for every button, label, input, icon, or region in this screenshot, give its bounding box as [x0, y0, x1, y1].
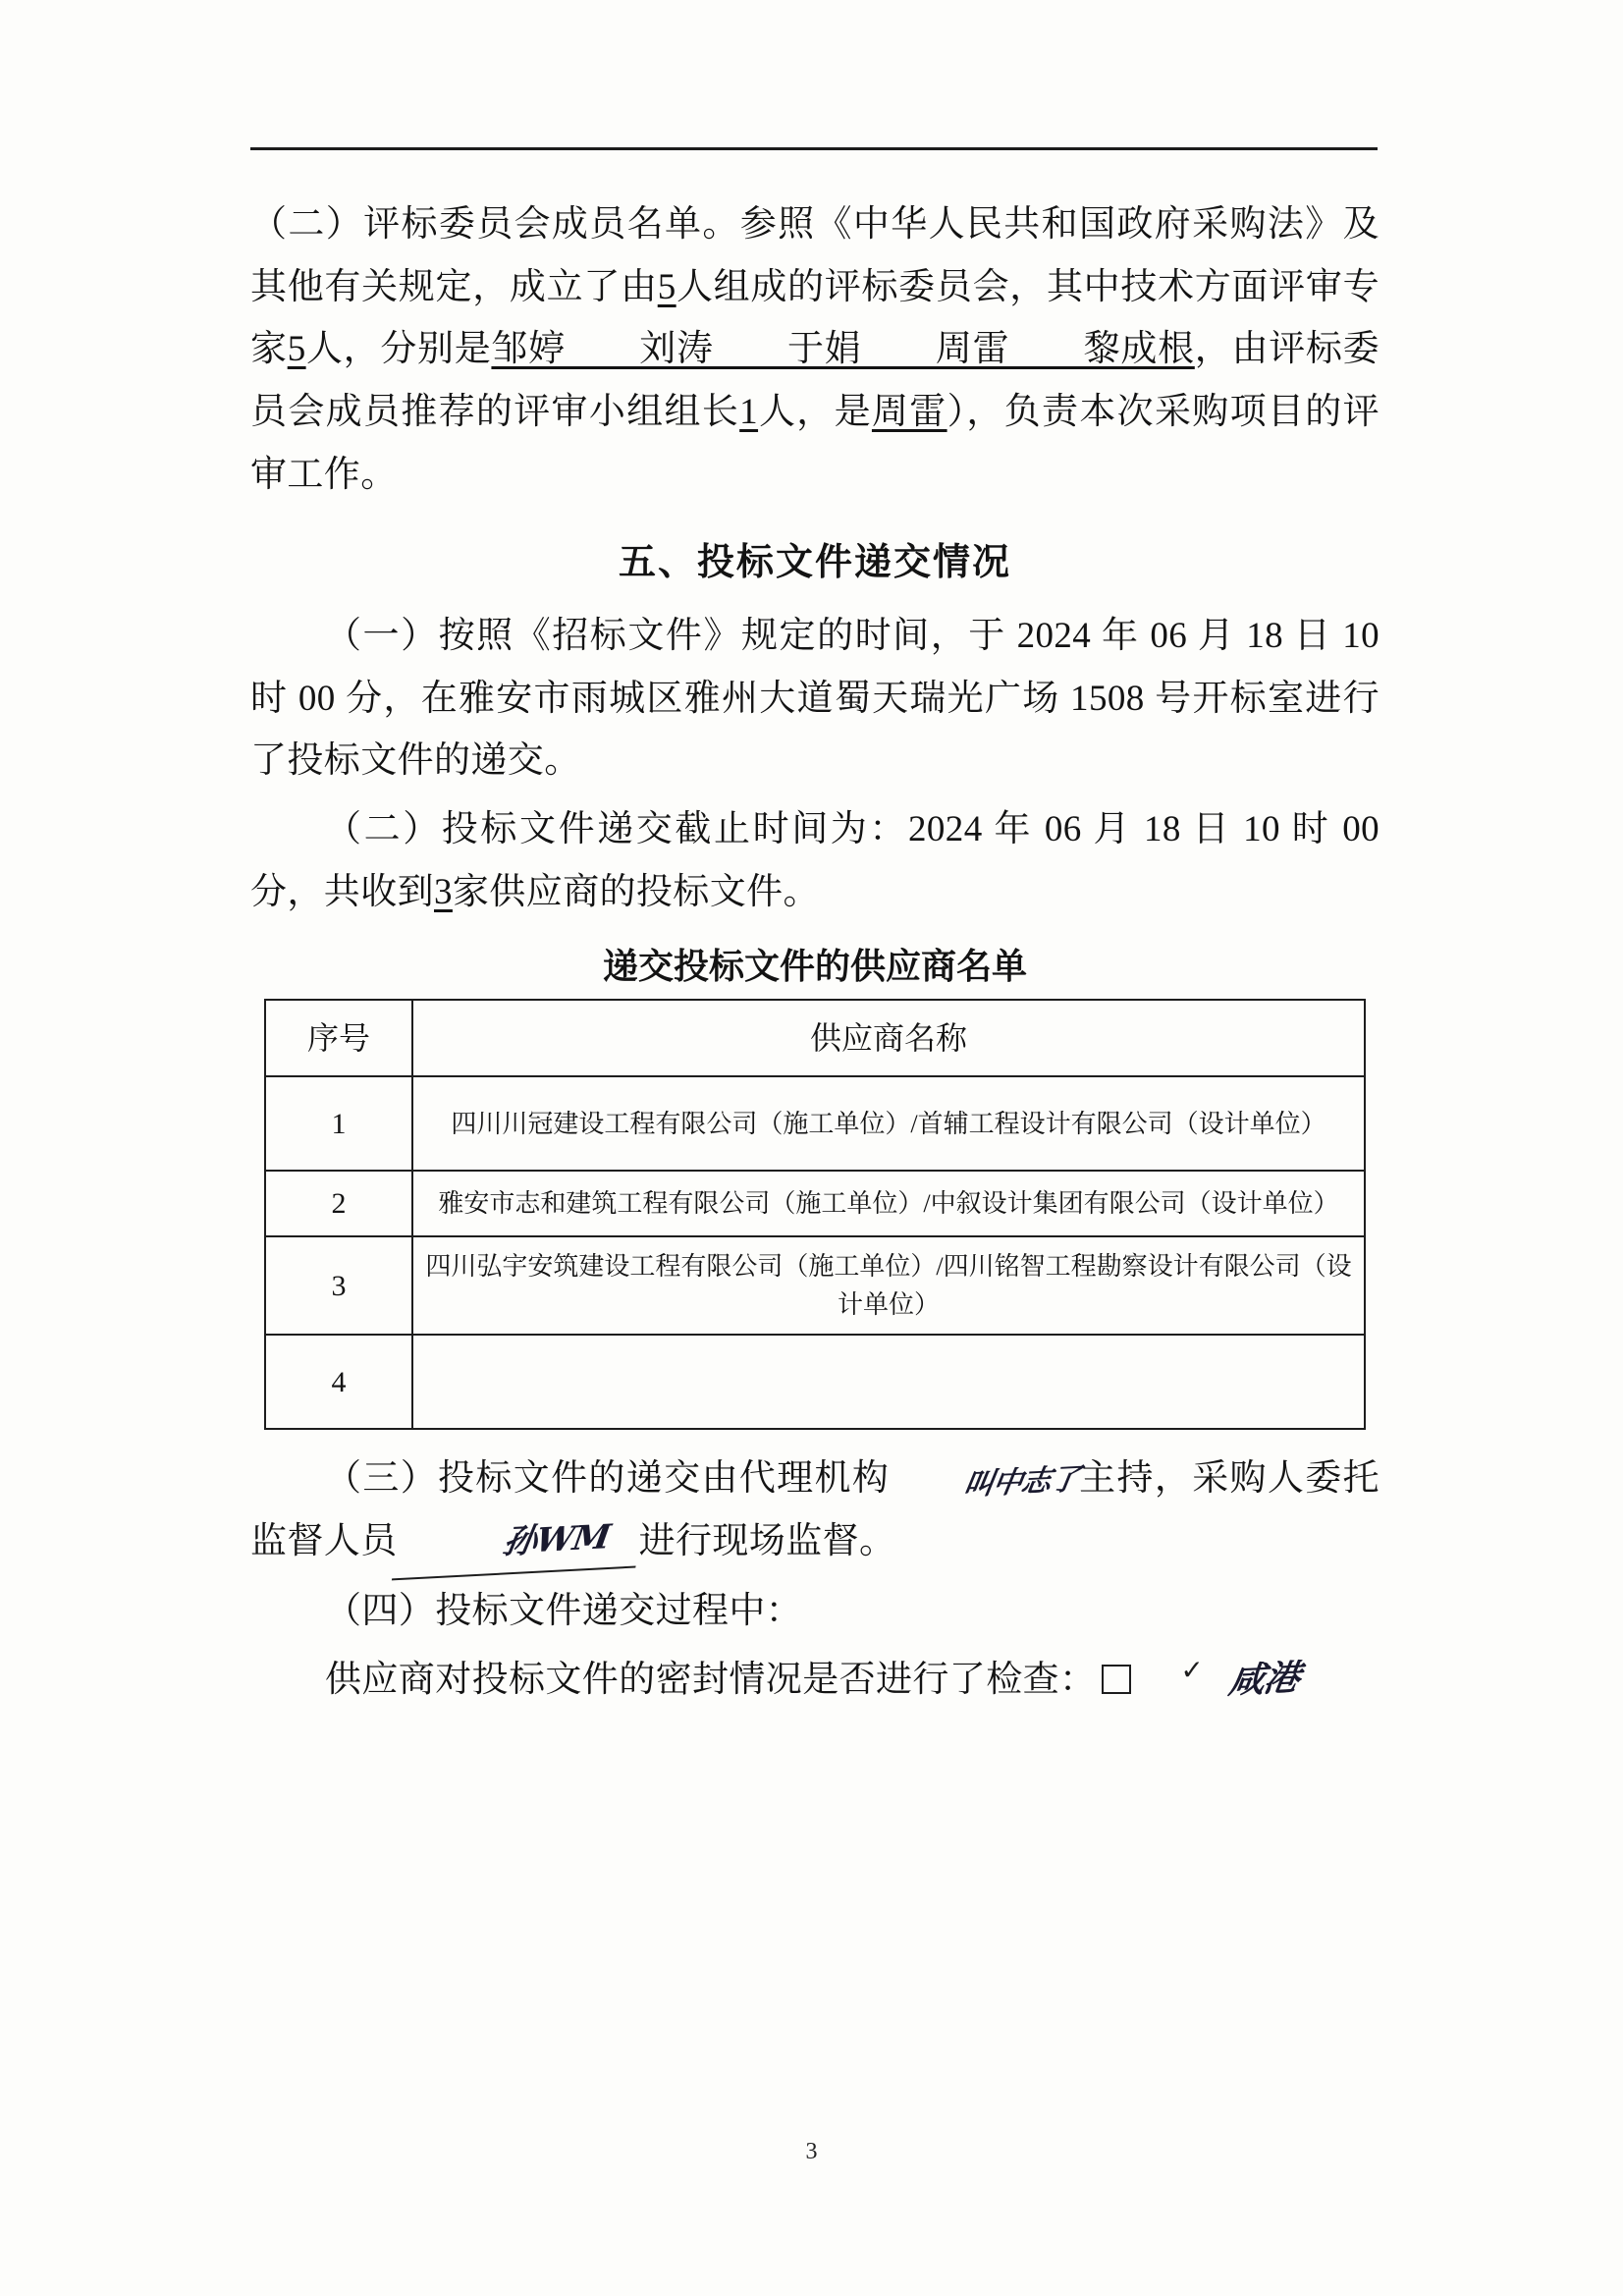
table-header-row [265, 1000, 1365, 1076]
committee-expert-names: 邹婷 刘涛 于娟 周雷 黎成根 [491, 329, 1195, 370]
paragraph-deadline [250, 798, 1380, 923]
cell-supplier-name: 四川川冠建设工程有限公司（施工单位）/首辅工程设计有限公司（设计单位） [412, 1076, 1365, 1171]
section-heading-five: 五、投标文件递交情况 [618, 542, 1011, 584]
paragraph-seal-check [250, 1649, 1380, 1712]
committee-text-f: ），负责本次采购项目的评审工作。 [250, 391, 1380, 495]
header-supplier-name: 供应商名称 [412, 1000, 1365, 1076]
seal-check-checkbox[interactable] [1102, 1665, 1131, 1694]
cell-supplier-name [412, 1335, 1365, 1429]
cell-no: 3 [265, 1236, 412, 1335]
paragraph-submission-time: （一）按照《招标文件》规定的时间，于 2024 年 06 月 18 日 10 时 00 分，在雅安市雨城区雅州大道蜀天瑞光广场 1508 号开标室进行了投标文件的递交。 [250, 616, 1380, 782]
cell-supplier-name: 雅安市志和建筑工程有限公司（施工单位）/中叙设计集团有限公司（设计单位） [412, 1171, 1365, 1236]
committee-text-a: （二）评标委员会成员名单。参照《中华人民共和国政府采购法》及其他有关规定，成立了由 [250, 204, 1380, 307]
supplier-table [264, 999, 1366, 1430]
table-row [265, 1236, 1365, 1335]
cell-no: 1 [265, 1076, 412, 1171]
page-number: 3 [805, 2139, 818, 2164]
header-no: 序号 [265, 1000, 412, 1076]
seal-check-text: 供应商对投标文件的密封情况是否进行了检查： [325, 1659, 1097, 1700]
supplier-count: 3 [434, 871, 453, 912]
paragraph-submission-process: （四）投标文件递交过程中： [325, 1591, 803, 1632]
committee-text-e: 人，是 [758, 391, 872, 432]
cell-supplier-name: 四川弘宇安筑建设工程有限公司（施工单位）/四川铭智工程勘察设计有限公司（设计单位） [412, 1236, 1365, 1335]
supplier-table-title: 递交投标文件的供应商名单 [602, 946, 1027, 987]
committee-leader-name: 周雷 [871, 391, 947, 432]
table-row [265, 1076, 1365, 1171]
committee-text-c: 人，分别是 [305, 329, 492, 370]
handwriting-seal-signature: 咸港 [1226, 1657, 1303, 1702]
cell-no: 2 [265, 1171, 412, 1236]
handwriting-agency-name: 叫中志了 [961, 1462, 1083, 1503]
deadline-text-a: （二）投标文件递交截止时间为：2024 年 06 月 18 日 10 时 00 分，共收到 [250, 809, 1380, 912]
committee-text-d: ，由评标委员会成员推荐的评审小组组长 [250, 329, 1380, 432]
table-row [265, 1335, 1365, 1429]
committee-count-total: 5 [657, 266, 676, 307]
paragraph-agency-supervision [250, 1448, 1380, 1574]
header-rule [250, 147, 1378, 150]
page-content [250, 147, 1380, 1718]
cell-no: 4 [265, 1335, 412, 1429]
paragraph-committee-members [250, 193, 1380, 506]
handwriting-supervisor-signature: 孙WM [391, 1506, 644, 1580]
committee-count-leader: 1 [739, 391, 759, 432]
agency-text-b: 主持，采购人委托监督人员 [250, 1458, 1380, 1561]
table-row [265, 1171, 1365, 1236]
agency-text-a: （三）投标文件的递交由代理机构 [325, 1458, 891, 1500]
committee-text-b: 人组成的评标委员会，其中技术方面评审专家 [250, 266, 1380, 370]
agency-text-c: 进行现场监督。 [638, 1520, 896, 1561]
committee-count-tech: 5 [287, 329, 306, 370]
deadline-text-b: 家供应商的投标文件。 [452, 871, 820, 912]
